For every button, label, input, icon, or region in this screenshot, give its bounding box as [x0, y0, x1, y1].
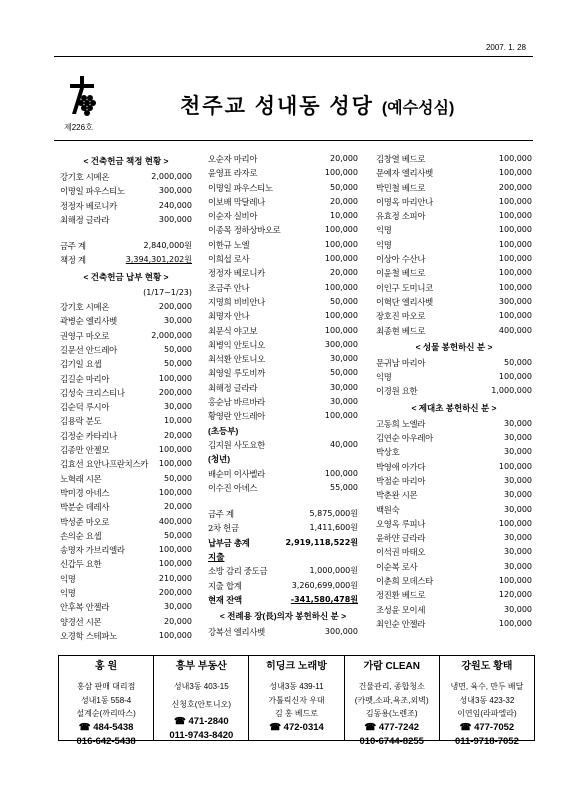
list-item [376, 603, 532, 617]
expense-list [208, 564, 358, 593]
list-item [376, 295, 532, 309]
list-item [60, 443, 192, 457]
item-amount: 100,000 [158, 545, 192, 555]
item-name: 정정자 베로니카 [208, 268, 265, 279]
item-amount: 100,000 [498, 254, 532, 264]
expense-label: 지출 [208, 552, 225, 563]
item-amount: 100,000 [324, 168, 358, 178]
item-amount: 100,000 [498, 282, 532, 292]
item-amount: 20,000 [164, 616, 192, 626]
item-name: 송명자 가브리엘라 [60, 545, 125, 556]
list-item [60, 486, 192, 500]
list-item [60, 386, 192, 400]
list-item [376, 309, 532, 323]
altar-header: < 제대초 봉헌하신 분 > [411, 402, 497, 413]
list-item [376, 488, 532, 502]
item-amount: 100,000 [324, 468, 358, 478]
item-name: 이명옥 마리안나 [376, 196, 433, 207]
sponsor-ads [58, 655, 535, 747]
item-name: 양경선 시몬 [60, 616, 102, 627]
item-name: 김순덕 루시아 [60, 402, 110, 413]
item-name: 최병익 안토니오 [208, 339, 265, 350]
list-item [60, 343, 192, 357]
list-item [376, 181, 532, 195]
list-item [60, 457, 192, 471]
item-amount: 50,000 [164, 473, 192, 483]
item-name: 이순복 로사 [376, 561, 418, 572]
list-item [376, 617, 532, 631]
list-item [60, 170, 192, 184]
item-amount: 100,000 [498, 461, 532, 471]
item-amount: 50,000 [164, 344, 192, 354]
item-name: 길문선 안드레아 [60, 344, 117, 355]
ad-box: 흥부 부동산 성내3동 403-15 신청호(안토니오) ☎ 471-2840 011-9743-8420 [153, 656, 248, 740]
item-name: 곽병순 엘리사벳 [60, 316, 117, 327]
furniture-header: < 전례용 장(長)의자 봉헌하신 분 > [219, 611, 347, 622]
item-name: 정진환 베드로 [376, 590, 426, 601]
item-amount: 30,000 [504, 604, 532, 614]
column-3 [376, 152, 532, 631]
list-item [376, 152, 532, 166]
item-amount: 30,000 [504, 504, 532, 514]
item-amount: 2,000,000 [151, 172, 192, 181]
list-item [60, 329, 192, 343]
item-amount: 10,000 [164, 416, 192, 426]
item-name: 박성준 마오로 [60, 516, 110, 527]
furniture-list [208, 625, 358, 639]
item-amount: 100,000 [158, 373, 192, 383]
list-item [208, 181, 358, 195]
list-item [60, 199, 192, 213]
item-amount: 100,000 [324, 282, 358, 292]
column-1 [60, 152, 192, 643]
item-amount: 1,411,600원 [309, 523, 358, 533]
item-name: 최영일 루도비까 [208, 368, 265, 379]
list-item [208, 223, 358, 237]
item-amount: 200,000 [158, 588, 192, 598]
list-item [208, 338, 358, 352]
item-amount: 100,000 [158, 630, 192, 640]
item-amount: 100,000 [324, 325, 358, 335]
issue-number: 제226호 [64, 123, 93, 132]
item-name: 이혁단 엘리사벳 [376, 296, 433, 307]
list-item [376, 324, 532, 338]
list-item [208, 481, 358, 495]
parish-logo-icon [64, 74, 100, 120]
item-name: 이인구 도미니코 [376, 282, 433, 293]
item-name: 이명일 파우스티노 [208, 182, 273, 193]
list-item [60, 600, 192, 614]
paid-header: < 건축헌금 납부 현황 > [83, 271, 169, 282]
item-name: 김효선 요안나프란치스카 [60, 459, 149, 470]
item-amount: 100,000 [498, 225, 532, 235]
list-item [376, 370, 532, 384]
item-amount: 400,000 [158, 516, 192, 526]
fund-list [60, 170, 192, 227]
item-amount: 2,000,000 [151, 330, 192, 340]
altar-list [376, 417, 532, 631]
section-youth: (초등부) [208, 425, 239, 436]
item-name: 조성윤 모이세 [376, 604, 426, 615]
item-name: 권영구 마오로 [60, 330, 110, 341]
balance-row: 현재 잔액 -341,580,478원 [208, 594, 358, 605]
ad-box: 홍 원 홍삼 판매 대리점 성내1동 558-4 설계순(까리따스) ☎ 484-5438 016-642-5438 [76, 661, 136, 747]
list-item [376, 238, 532, 252]
item-name: 이경원 요한 [376, 386, 418, 397]
list-item [60, 414, 192, 428]
item-amount: 30,000 [164, 316, 192, 326]
top-rule [54, 56, 533, 57]
list-item [60, 629, 192, 643]
statue-header: < 성물 봉헌하신 분 > [415, 341, 493, 352]
item-amount: 100,000 [324, 411, 358, 421]
item-amount: 120,000 [498, 590, 532, 600]
list-item [208, 579, 358, 593]
list-item [376, 166, 532, 180]
item-amount: 100,000 [158, 459, 192, 469]
list-item [208, 152, 358, 166]
item-name: 오영옥 루피나 [376, 518, 426, 529]
item-name: 김용락 분도 [60, 416, 102, 427]
list-item [376, 417, 532, 431]
item-amount: 20,000 [164, 430, 192, 440]
item-name: 이윤철 베드로 [376, 268, 426, 279]
item-name: 배순미 이사벨라 [208, 468, 265, 479]
paid-list-cont [208, 152, 358, 424]
item-name: 2차 헌금 [208, 523, 239, 534]
list-item [208, 252, 358, 266]
list-item [60, 472, 192, 486]
item-amount: 300,000 [158, 214, 192, 224]
item-amount: 100,000 [324, 311, 358, 321]
item-name: 백원숙 [376, 504, 400, 515]
item-name: 지출 합계 [208, 580, 242, 591]
item-name: 이보배 막달레나 [208, 196, 265, 207]
item-amount: 100,000 [324, 239, 358, 249]
item-amount: 20,000 [330, 196, 358, 206]
list-item [208, 507, 358, 521]
item-name: 익명 [376, 372, 392, 383]
ad-box: 히딩크 노래방 성내3동 439-11 가톨릭신자 우대 김 홍 베드로 ☎ 472-0314 [248, 656, 343, 740]
list-item [376, 474, 532, 488]
list-item [60, 557, 192, 571]
item-name: 노혁래 시몬 [60, 473, 102, 484]
list-item [376, 223, 532, 237]
list-item [208, 166, 358, 180]
item-name: 박민철 베드로 [376, 182, 426, 193]
item-name: 장호진 마오로 [376, 311, 426, 322]
item-name: 최해정 글라라 [208, 382, 258, 393]
item-amount: 50,000 [330, 296, 358, 306]
item-amount: 100,000 [498, 196, 532, 206]
list-item [208, 266, 358, 280]
item-name: 익명 [60, 573, 76, 584]
youth-list [208, 438, 358, 452]
item-name: 박영애 아가다 [376, 461, 426, 472]
item-amount: 30,000 [164, 402, 192, 412]
list-item [376, 356, 532, 370]
item-amount: 100,000 [158, 445, 192, 455]
item-name: 신갑두 요한 [60, 559, 102, 570]
item-name: 최종현 베드로 [376, 325, 426, 336]
item-name: 김길순 마리아 [60, 373, 110, 384]
list-item [60, 543, 192, 557]
list-item [208, 467, 358, 481]
item-amount: 30,000 [504, 490, 532, 500]
list-item [60, 586, 192, 600]
item-name: 이희섭 로사 [208, 254, 250, 265]
item-name: 이명일 파우스티노 [60, 186, 125, 197]
list-item [60, 615, 192, 629]
item-amount: 50,000 [330, 368, 358, 378]
item-name: 김종만 안젤모 [60, 445, 110, 456]
item-name: 최문식 야고보 [208, 325, 258, 336]
item-amount: 50,000 [164, 530, 192, 540]
item-name: 정정자 베로니카 [60, 200, 117, 211]
list-item [208, 625, 358, 639]
item-name: 김지원 사도요한 [208, 439, 265, 450]
paid-period: (1/17~1/23) [143, 287, 192, 297]
bulletin-date: 2007. 1. 28 [485, 43, 526, 52]
item-amount: 30,000 [330, 397, 358, 407]
page-title [180, 90, 454, 120]
item-name: 오순자 마리아 [208, 154, 258, 164]
item-name: 금주 계 [208, 509, 234, 520]
list-item [60, 429, 192, 443]
item-amount: 100,000 [498, 268, 532, 278]
list-item [60, 500, 192, 514]
item-amount: 5,875,000원 [309, 509, 358, 519]
list-item [60, 515, 192, 529]
list-item [376, 531, 532, 545]
item-amount: 200,000 [158, 302, 192, 312]
list-item [60, 400, 192, 414]
item-name: 황영란 안드레아 [208, 411, 265, 422]
list-item [376, 545, 532, 559]
list-item [376, 574, 532, 588]
list-item [208, 324, 358, 338]
item-amount: 30,000 [504, 547, 532, 557]
item-amount: 100,000 [158, 487, 192, 497]
fund-header: < 건축헌금 책정 현황 > [83, 156, 169, 166]
item-amount: 100,000 [498, 154, 532, 163]
item-amount: 100,000 [324, 225, 358, 235]
list-item [60, 357, 192, 371]
item-name: 김기일 요셉 [60, 359, 102, 370]
item-amount: 30,000 [164, 602, 192, 612]
item-name: 박분순 데레사 [60, 502, 110, 513]
item-amount: 100,000 [324, 254, 358, 264]
list-item [376, 460, 532, 474]
item-amount: 50,000 [504, 357, 532, 367]
list-item [208, 295, 358, 309]
list-item [208, 209, 358, 223]
list-item [376, 560, 532, 574]
item-name: 조금주 안나 [208, 282, 250, 293]
list-item [208, 309, 358, 323]
item-amount: 300,000 [324, 339, 358, 349]
item-amount: 100,000 [158, 559, 192, 569]
list-item [208, 281, 358, 295]
paid-list [60, 300, 192, 643]
item-amount: 30,000 [504, 418, 532, 428]
item-amount: 30,000 [330, 382, 358, 392]
item-name: 이순자 실비아 [208, 211, 258, 222]
item-amount: 240,000 [158, 200, 192, 210]
list-item [208, 409, 358, 423]
item-name: 윤하얀 글라라 [376, 533, 426, 544]
item-amount: 100,000 [498, 168, 532, 178]
list-item [376, 503, 532, 517]
item-amount: 200,000 [158, 387, 192, 397]
ad-box: 가람 CLEAN 건물관리, 종합청소 (카펫,소파,욕조,외벽) 김동용(노렌조) ☎ 477-7242 010-6744-8255 [344, 656, 439, 740]
item-name: 김연순 아우레아 [376, 433, 433, 444]
item-amount: 100,000 [498, 311, 532, 321]
list-item [376, 384, 532, 398]
list-item [376, 209, 532, 223]
item-name: 김창열 베드로 [376, 154, 426, 164]
item-amount: 20,000 [330, 154, 358, 163]
item-name: 이수진 아녜스 [208, 482, 258, 493]
list-item [208, 521, 358, 535]
item-amount: 300,000 [498, 296, 532, 306]
list-item [376, 431, 532, 445]
fund-grand-row: 책정 계 3,394,301,202원 [60, 255, 192, 266]
item-amount: 300,000 [324, 627, 358, 637]
item-amount: 30,000 [504, 475, 532, 485]
list-item [208, 381, 358, 395]
fund-total-row: 금주 계 2,840,000원 [60, 241, 192, 252]
item-amount: 20,000 [164, 502, 192, 512]
list-item [376, 281, 532, 295]
list-item [60, 572, 192, 586]
list-item [376, 588, 532, 602]
item-amount: 1,000,000원 [309, 566, 358, 576]
item-amount: 30,000 [504, 447, 532, 457]
item-amount: 300,000 [158, 186, 192, 196]
list-item [376, 266, 532, 280]
item-name: 안후복 안젤라 [60, 602, 110, 613]
ad-box: 강원도 황태 냉면, 육수, 만두 배달 성내3동 423-32 이연임(라파엘라) ☎ 477-7052 011-9718-7052 [439, 656, 534, 740]
item-name: 이석권 마태오 [376, 547, 426, 558]
item-name: 이상아 수산나 [376, 254, 426, 265]
item-name: 지명희 비비안나 [208, 296, 265, 307]
item-amount: 10,000 [330, 211, 358, 221]
item-amount: 3,260,699,000원 [291, 580, 358, 590]
item-amount: 1,000,000 [491, 386, 532, 396]
item-name: 강기호 시메온 [60, 172, 110, 182]
item-amount: 100,000 [498, 618, 532, 628]
item-name: 익명 [60, 588, 76, 599]
item-name: 이춘희 모데스타 [376, 576, 433, 587]
list-item [376, 517, 532, 531]
paid-list-cont-2 [376, 152, 532, 338]
list-item [60, 314, 192, 328]
item-amount: 30,000 [504, 433, 532, 443]
item-name: 홍순남 바르바라 [208, 397, 265, 408]
item-name: 유효정 소피아 [376, 211, 426, 222]
column-2 [208, 152, 358, 640]
item-amount: 20,000 [330, 268, 358, 278]
list-item [208, 352, 358, 366]
item-amount: 50,000 [330, 182, 358, 192]
item-name: 김정순 카타리나 [60, 430, 117, 441]
item-name: 최해정 글라라 [60, 214, 110, 225]
item-amount: 100,000 [498, 239, 532, 249]
title-rule [54, 140, 533, 141]
item-name: 문귀남 마리아 [376, 357, 426, 368]
item-name: 강기호 시메온 [60, 302, 110, 313]
item-name: 박점순 마리아 [376, 475, 426, 486]
list-item [60, 372, 192, 386]
list-item [208, 438, 358, 452]
item-amount: 55,000 [330, 482, 358, 492]
item-name: 최명자 안나 [208, 311, 250, 322]
item-name: 최석환 안토니오 [208, 354, 265, 365]
item-amount: 100,000 [498, 211, 532, 221]
item-name: 최인순 안젤라 [376, 618, 426, 629]
section-young: (청년) [208, 454, 231, 465]
list-item [208, 195, 358, 209]
item-name: 박상호 [376, 447, 400, 458]
item-amount: 30,000 [504, 533, 532, 543]
item-name: 문예자 엘리사벳 [376, 168, 433, 179]
young-list [208, 467, 358, 496]
item-name: 이한규 노엘 [208, 239, 250, 250]
list-item [60, 529, 192, 543]
list-item [208, 366, 358, 380]
item-name: 오경학 스테파노 [60, 630, 117, 641]
item-amount: 50,000 [164, 359, 192, 369]
item-amount: 100,000 [498, 576, 532, 586]
item-amount: 400,000 [498, 325, 532, 335]
item-amount: 100,000 [498, 518, 532, 528]
item-name: 박미경 아네스 [60, 487, 110, 498]
list-item [376, 252, 532, 266]
item-amount: 210,000 [158, 573, 192, 583]
list-item [60, 184, 192, 198]
item-amount: 30,000 [504, 561, 532, 571]
item-name: 익명 [376, 239, 392, 250]
list-item [376, 195, 532, 209]
title-main: 천주교 성내동 성당 [180, 95, 374, 118]
item-name: 윤영표 라자로 [208, 168, 258, 179]
list-item [208, 238, 358, 252]
item-amount: 30,000 [330, 354, 358, 364]
item-name: 고동희 노엘라 [376, 418, 426, 429]
list-item [208, 564, 358, 578]
statue-list [376, 356, 532, 399]
list-item [60, 213, 192, 227]
item-name: 강복선 엘리사벳 [208, 627, 265, 638]
item-name: 손의순 요셉 [60, 530, 102, 541]
list-item [376, 445, 532, 459]
totals-list [208, 507, 358, 536]
list-item [60, 300, 192, 314]
item-name: 김성숙 크리스티나 [60, 387, 125, 398]
item-amount: 100,000 [498, 372, 532, 382]
item-name: 익명 [376, 225, 392, 236]
item-name: 소방 감리 중도금 [208, 566, 268, 577]
item-name: 박춘완 시몬 [376, 490, 418, 501]
title-sub: (예수성심) [381, 100, 455, 117]
paid-total-row: 납부금 총계 2,919,118,522원 [208, 537, 358, 548]
item-name: 이종목 정하상바오로 [208, 225, 281, 236]
item-amount: 200,000 [498, 182, 532, 192]
list-item [208, 395, 358, 409]
item-amount: 40,000 [330, 439, 358, 449]
